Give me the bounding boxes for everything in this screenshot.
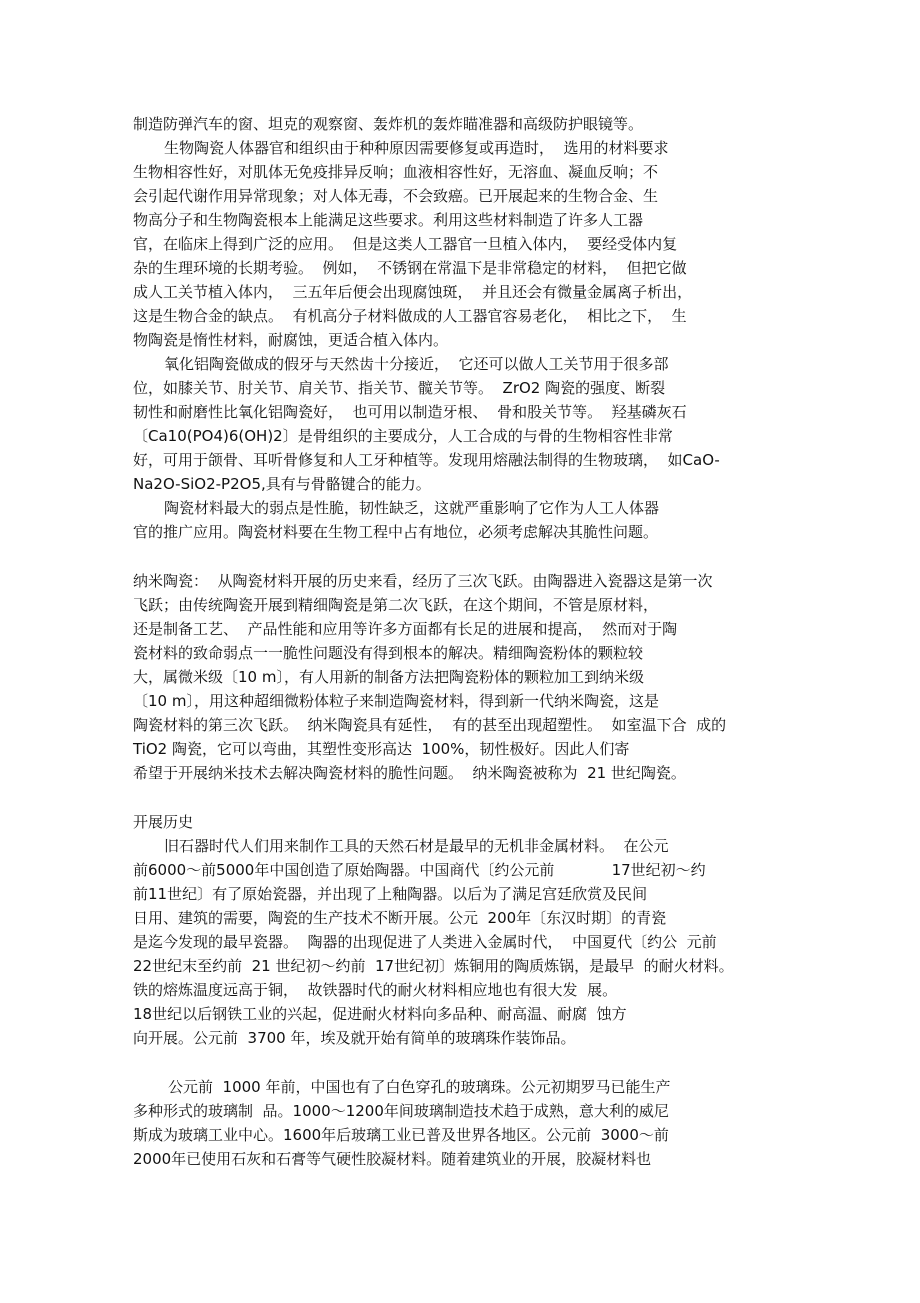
- text-line: 官，在临床上得到广泛的应用。 但是这类人工器官一旦植入体内， 要经受体内复: [133, 235, 678, 253]
- section-heading: 开展历史: [133, 813, 194, 831]
- text-line: 瓷材料的致命弱点一一脆性问题没有得到根本的解决。精细陶瓷粉体的颗粒较: [133, 644, 644, 662]
- text-line: 公元前 1000 年前，中国也有了白色穿孔的玻璃珠。公元初期罗马已能生产: [168, 1078, 671, 1096]
- text-line: TiO2 陶瓷，它可以弯曲，其塑性变形高达 100%，韧性极好。因此人们寄: [133, 740, 630, 758]
- text-line: 18世纪以后钢铁工业的兴起，促进耐火材料向多品种、耐高温、耐腐 蚀方: [133, 1005, 627, 1023]
- text-line: 官的推广应用。陶瓷材料要在生物工程中占有地位，必须考虑解决其脆性问题。: [133, 523, 659, 541]
- text-line: 制造防弹汽车的窗、坦克的观察窗、轰炸机的轰炸瞄准器和高级防护眼镜等。: [133, 115, 644, 133]
- text-line: 2000年已使用石灰和石膏等气硬性胶凝材料。随着建筑业的开展，胶凝材料也: [133, 1150, 652, 1168]
- text-line: 旧石器时代人们用来制作工具的天然石材是最早的无机非金属材料。 在公元: [164, 837, 669, 855]
- text-line: 好，可用于颌骨、耳听骨修复和人工牙种植等。发现用熔融法制得的生物玻璃， 如CaO-: [133, 451, 720, 469]
- text-line: 前11世纪〕有了原始瓷器，并出现了上釉陶器。以后为了满足宫廷欣赏及民间: [133, 885, 648, 903]
- text-line: 日用、建筑的需要，陶瓷的生产技术不断开展。公元 200年〔东汉时期〕的青瓷: [133, 909, 667, 927]
- text-line: 斯成为玻璃工业中心。1600年后玻璃工业已普及世界各地区。公元前 3000～前: [133, 1126, 669, 1144]
- text-line: 生物相容性好，对肌体无免疫排异反响；血液相容性好，无溶血、凝血反响；不: [133, 163, 659, 181]
- text-line: 物陶瓷是惰性材料，耐腐蚀，更适合植入体内。: [133, 331, 449, 349]
- text-line: 氧化铝陶瓷做成的假牙与天然齿十分接近， 它还可以做人工关节用于很多部: [164, 355, 669, 373]
- text-line: 纳米陶瓷： 从陶瓷材料开展的历史来看，经历了三次飞跃。由陶器进入瓷器这是第一次: [133, 572, 713, 590]
- text-line: 这是生物合金的缺点。 有机高分子材料做成的人工器官容易老化， 相比之下， 生: [133, 307, 687, 325]
- text-line: 成人工关节植入体内， 三五年后便会出现腐蚀斑， 并且还会有微量金属离子析出，: [133, 283, 693, 301]
- text-line: 物高分子和生物陶瓷根本上能满足这些要求。利用这些材料制造了许多人工器: [133, 211, 644, 229]
- text-line: 多种形式的玻璃制 品。1000～1200年间玻璃制造技术趋于成熟，意大利的威尼: [133, 1102, 669, 1120]
- text-line: 前6000～前5000年中国创造了原始陶器。中国商代〔约公元前 17世纪初～约: [133, 861, 706, 879]
- text-line: 是迄今发现的最早瓷器。 陶器的出现促进了人类进入金属时代， 中国夏代〔约公 元前: [133, 933, 717, 951]
- text-line: 〔10 m〕，用这种超细微粉体粒子来制造陶瓷材料，得到新一代纳米陶瓷，这是: [133, 692, 659, 710]
- text-line: 陶瓷材料最大的弱点是性脆，韧性缺乏，这就严重影响了它作为人工人体器: [164, 499, 660, 517]
- text-line: 位，如膝关节、肘关节、肩关节、指关节、髋关节等。 ZrO2 陶瓷的强度、断裂: [133, 379, 666, 397]
- text-line: 向开展。公元前 3700 年，埃及就开始有简单的玻璃珠作装饰品。: [133, 1029, 576, 1047]
- text-line: 杂的生理环境的长期考验。 例如， 不锈钢在常温下是非常稳定的材料， 但把它做: [133, 259, 687, 277]
- text-line: 还是制备工艺、 产品性能和应用等许多方面都有长足的进展和提高， 然而对于陶: [133, 620, 678, 638]
- text-line: 22世纪末至约前 21 世纪初～约前 17世纪初〕炼铜用的陶质炼锅，是最早 的耐火材料。: [133, 957, 734, 975]
- text-line: Na2O-SiO2-P2O5,具有与骨骼键合的能力。: [133, 475, 431, 493]
- text-line: 陶瓷材料的第三次飞跃。 纳米陶瓷具有延性， 有的甚至出现超塑性。 如室温下合 成的: [133, 716, 727, 734]
- text-line: 〔Ca10(PO4)6(OH)2〕是骨组织的主要成分，人工合成的与骨的生物相容性非常: [133, 427, 673, 445]
- text-line: 会引起代谢作用异常现象；对人体无毒，不会致癌。已开展起来的生物合金、生: [133, 187, 659, 205]
- text-line: 生物陶瓷人体器官和组织由于种种原因需要修复或再造时， 选用的材料要求: [164, 139, 669, 157]
- text-line: 希望于开展纳米技术去解决陶瓷材料的脆性问题。 纳米陶瓷被称为 21 世纪陶瓷。: [133, 764, 686, 782]
- text-line: 大，属微米级〔10 m〕，有人用新的制备方法把陶瓷粉体的颗粒加工到纳米级: [133, 668, 644, 686]
- text-line: 飞跃；由传统陶瓷开展到精细陶瓷是第二次飞跃，在这个期间，不管是原材料，: [133, 596, 659, 614]
- text-line: 韧性和耐磨性比氧化铝陶瓷好， 也可用以制造牙根、 骨和股关节等。 羟基磷灰石: [133, 403, 687, 421]
- text-line: 铁的熔炼温度远高于铜， 故铁器时代的耐火材料相应地也有很大发 展。: [133, 981, 618, 999]
